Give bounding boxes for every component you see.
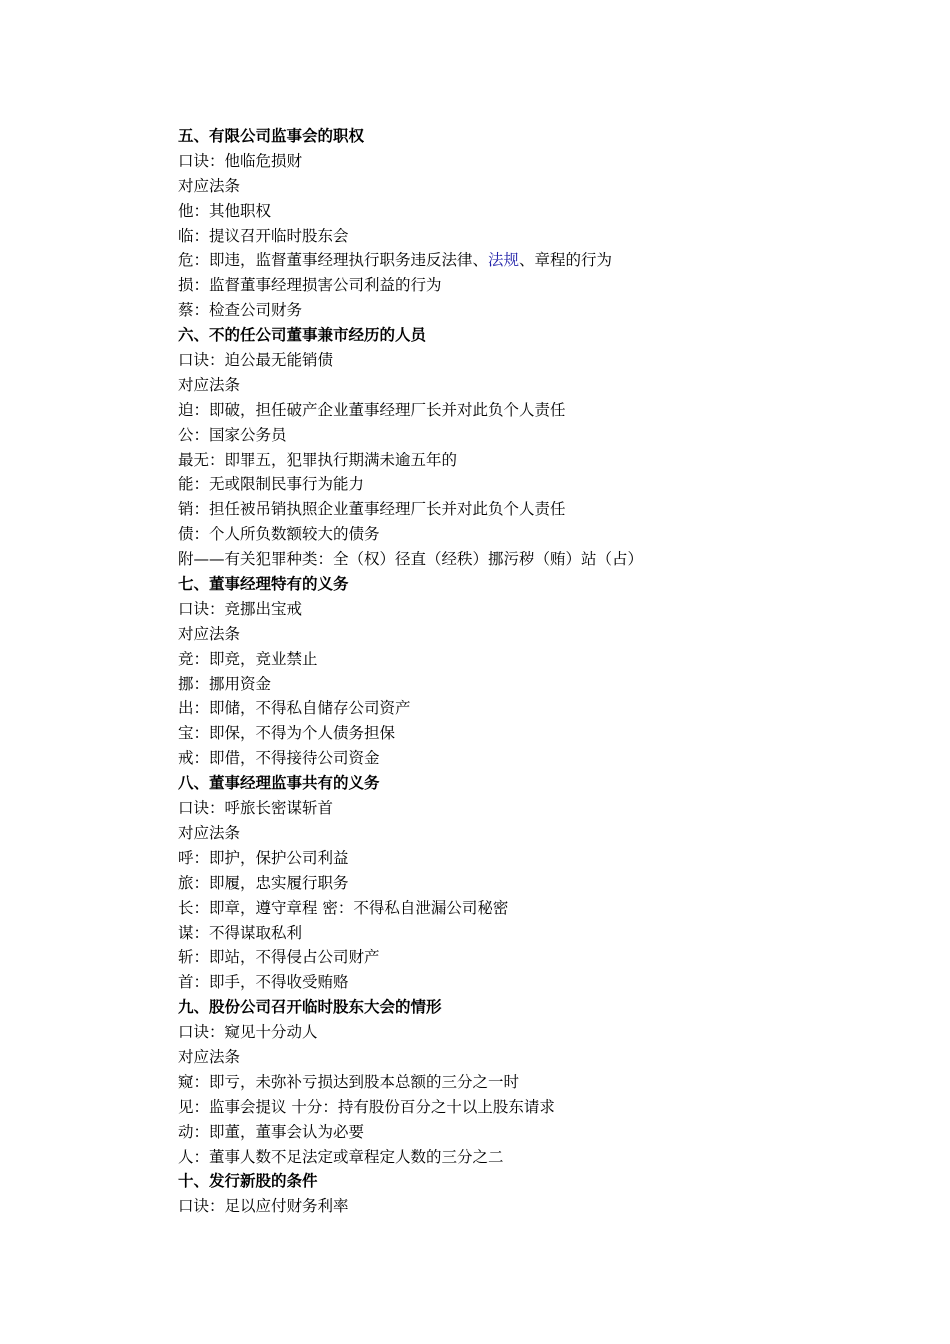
text-line: 能：无或限制民事行为能力	[178, 475, 365, 494]
text-line: 口诀：足以应付财务利率	[178, 1197, 349, 1216]
text-line: 宝：即保，不得为个人债务担保	[178, 724, 396, 743]
text-line: 对应法条	[178, 823, 241, 842]
text-line: 旅：即履，忠实履行职务	[178, 873, 349, 892]
text-line: 口诀：迫公最无能销债	[178, 351, 334, 370]
text-line: 损：监督董事经理损害公司利益的行为	[178, 276, 442, 295]
text-line: 蔡：检查公司财务	[178, 301, 303, 320]
document-page	[178, 124, 898, 1219]
text-line: 首：即手，不得收受贿赂	[178, 973, 349, 992]
section-heading: 十、发行新股的条件	[178, 1172, 318, 1191]
text-line: 谋：不得谋取私利	[178, 923, 303, 942]
regulation-link[interactable]: 法规	[488, 251, 520, 270]
text-line: 竞：即竞，竞业禁止	[178, 649, 318, 668]
text-line: 他：其他职权	[178, 201, 272, 220]
text-line: 斩：即站，不得侵占公司财产	[178, 948, 380, 967]
text-line: 迫：即破，担任破产企业董事经理厂长并对此负个人责任	[178, 400, 566, 419]
text-line: 呼：即护，保护公司利益	[178, 848, 349, 867]
text-line: 附——有关犯罪种类：全（权）径直（经秩）挪污秽（贿）站（占）	[178, 550, 644, 569]
section-heading: 五、有限公司监事会的职权	[178, 127, 365, 145]
text-line: 出：即储，不得私自储存公司资产	[178, 699, 411, 718]
text-line: 口诀：呼旅长密谋斩首	[178, 799, 334, 818]
text-line: 对应法条	[178, 176, 241, 195]
section-heading: 七、董事经理特有的义务	[178, 575, 349, 594]
text-line: 动：即董，董事会认为必要	[178, 1122, 365, 1141]
text-line: 口诀：竞挪出宝戒	[178, 599, 303, 618]
section-heading: 九、股份公司召开临时股东大会的情形	[178, 998, 442, 1017]
text-line: 挪：挪用资金	[178, 674, 272, 693]
text-segment: 危：即违，监督董事经理执行职务违反法律、	[178, 251, 489, 270]
text-segment: 、章程的行为	[519, 251, 613, 270]
text-line: 见：监事会提议 十分：持有股份百分之十以上股东请求	[178, 1097, 555, 1116]
text-line: 口诀：窥见十分动人	[178, 1023, 318, 1042]
text-line: 口诀：他临危损财	[178, 151, 303, 170]
text-line: 公：国家公务员	[178, 425, 287, 444]
text-line: 戒：即借，不得接待公司资金	[178, 749, 380, 768]
text-line: 销：担任被吊销执照企业董事经理厂长并对此负个人责任	[178, 500, 566, 519]
text-line: 对应法条	[178, 624, 241, 643]
section-heading: 八、董事经理监事共有的义务	[178, 774, 380, 793]
section-heading: 六、不的任公司董事兼市经历的人员	[178, 326, 427, 345]
text-line: 债：个人所负数额较大的债务	[178, 525, 380, 544]
text-line: 人：董事人数不足法定或章程定人数的三分之二	[178, 1147, 504, 1166]
text-line	[178, 248, 898, 273]
text-line: 临：提议召开临时股东会	[178, 226, 349, 245]
text-line: 长：即章，遵守章程 密：不得私自泄漏公司秘密	[178, 898, 509, 917]
text-line: 最无：即罪五，犯罪执行期满未逾五年的	[178, 450, 458, 469]
text-line: 对应法条	[178, 1047, 241, 1066]
text-line: 对应法条	[178, 375, 241, 394]
text-line: 窥：即亏，未弥补亏损达到股本总额的三分之一时	[178, 1072, 520, 1091]
